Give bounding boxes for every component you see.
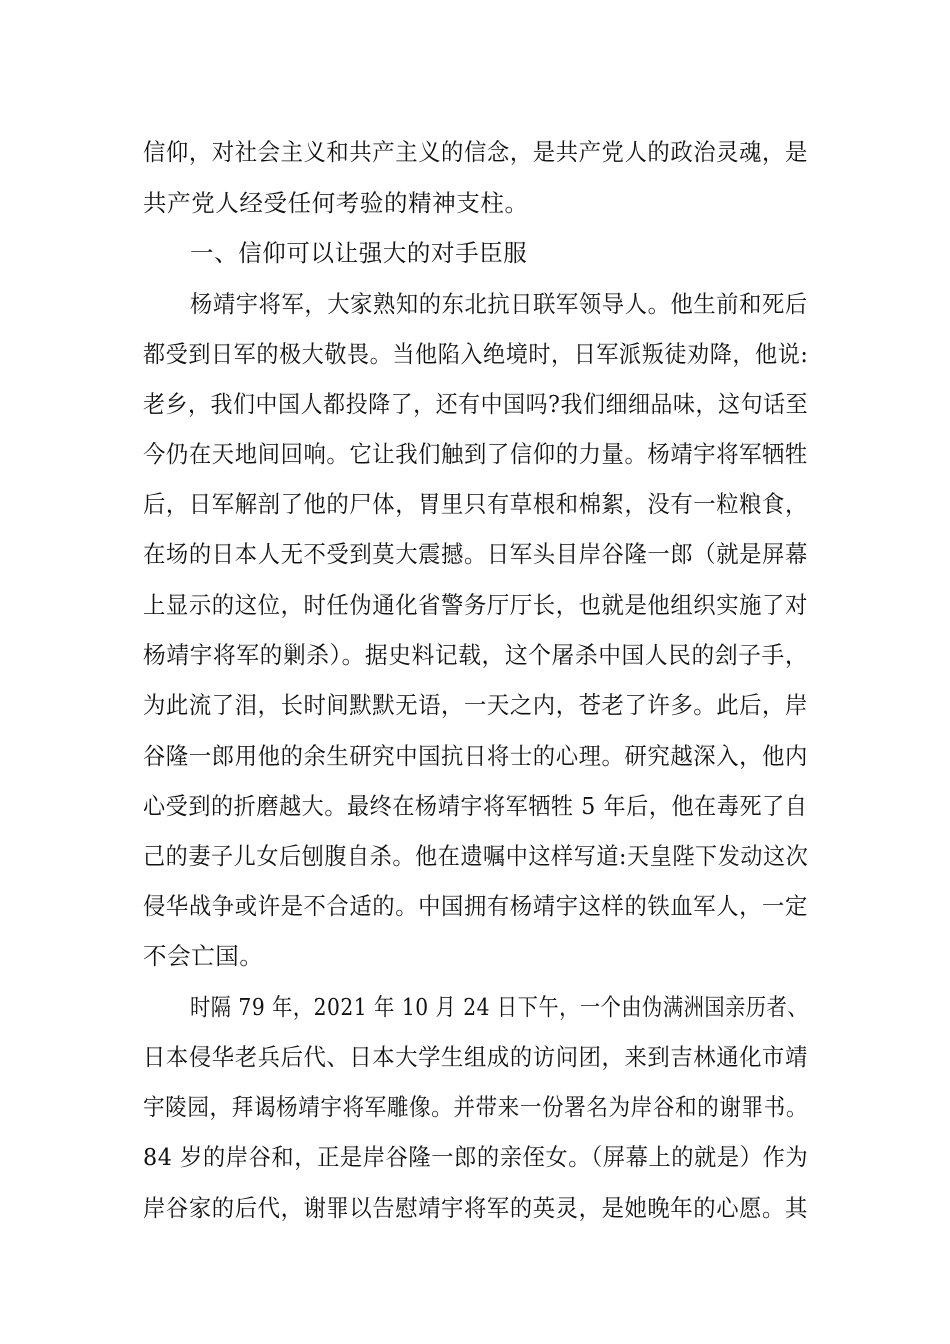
text-line-13: 谷隆一郎用他的余生研究中国抗日将士的心理。研究越深入，他内 [143, 742, 808, 770]
text-line-4: 杨靖宇将军，大家熟知的东北抗日联军领导人。他生前和死后 [190, 290, 808, 318]
text-line-5: 都受到日军的极大敬畏。当他陷入绝境时，日军派叛徒劝降，他说: [143, 340, 809, 368]
text-line-15: 己的妻子儿女后刨腹自杀。他在遗嘱中这样写道:天皇陛下发动这次 [143, 842, 809, 870]
text-line-6: 老乡，我们中国人都投降了，还有中国吗?我们细细品味，这句话至 [143, 390, 809, 418]
text-line-20: 宇陵园，拜谒杨靖宇将军雕像。并带来一份署名为岸谷和的谢罪书。 [143, 1093, 808, 1121]
text-line-1: 信仰，对社会主义和共产主义的信念，是共产党人的政治灵魂，是 [143, 138, 808, 166]
text-line-11: 杨靖宇将军的剿杀）。据史料记载，这个屠杀中国人民的刽子手， [143, 641, 809, 669]
text-line-12: 为此流了泪，长时间默默无语，一天之内，苍老了许多。此后，岸 [143, 691, 808, 719]
text-line-21: 84 岁的岸谷和，正是岸谷隆一郎的亲侄女。（屏幕上的就是）作为 [143, 1143, 809, 1171]
text-line-22: 岸谷家的后代，谢罪以告慰靖宇将军的英灵，是她晚年的心愿。其 [143, 1194, 808, 1222]
text-line-7: 今仍在天地间回响。它让我们触到了信仰的力量。杨靖宇将军牺牲 [143, 440, 808, 468]
text-line-17: 不会亡国。 [143, 942, 264, 970]
text-line-10: 上显示的这位，时任伪通化省警务厅厅长，也就是他组织实施了对 [143, 591, 808, 619]
text-line-19: 日本侵华老兵后代、日本大学生组成的访问团，来到吉林通化市靖 [143, 1043, 808, 1071]
text-line-18: 时隔 79 年，2021 年 10 月 24 日下午，一个由伪满洲国亲历者、 [190, 993, 809, 1021]
text-line-14: 心受到的折磨越大。最终在杨靖宇将军牺牲 5 年后，他在毒死了自 [143, 792, 808, 820]
text-line-9: 在场的日本人无不受到莫大震撼。日军头目岸谷隆一郎（就是屏幕 [143, 540, 808, 568]
text-line-8: 后，日军解剖了他的尸体，胃里只有草根和棉絮，没有一粒粮食， [143, 490, 808, 518]
section-heading: 一、信仰可以让强大的对手臣服 [190, 239, 528, 267]
text-line-16: 侵华战争或许是不合适的。中国拥有杨靖宇这样的铁血军人，一定 [143, 892, 808, 920]
text-line-2: 共产党人经受任何考验的精神支柱。 [143, 189, 529, 217]
